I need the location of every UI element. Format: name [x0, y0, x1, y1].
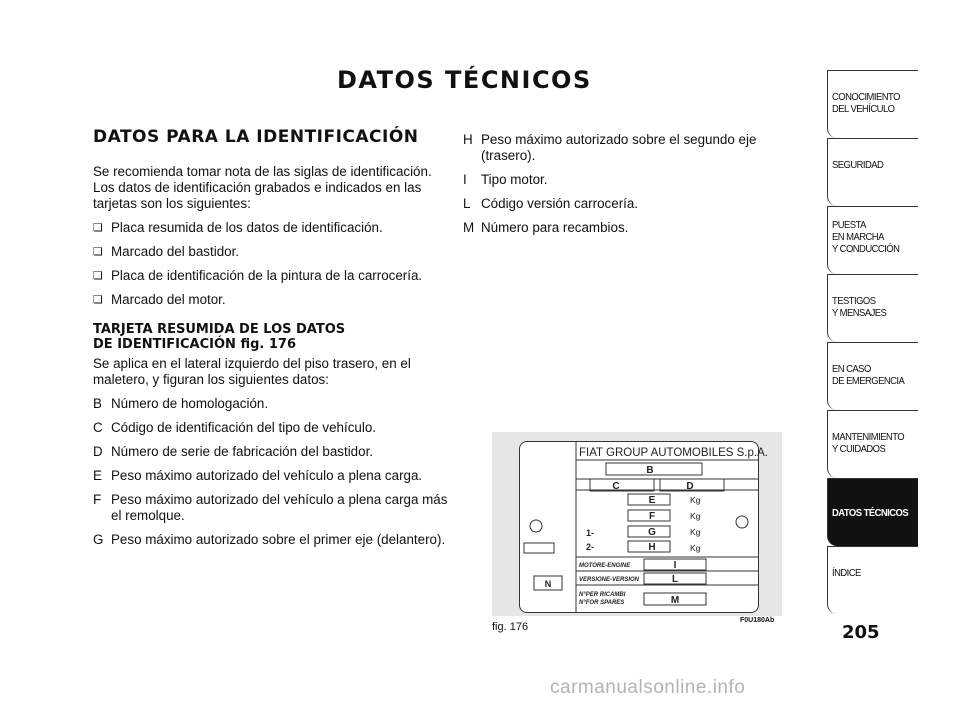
svg-text:N°FOR SPARES: N°FOR SPARES	[579, 600, 625, 606]
svg-text:N°PER RICAMBI: N°PER RICAMBI	[579, 592, 626, 598]
list-item: F Peso máximo autorizado del vehículo a plena carga más el remolque.	[93, 492, 448, 523]
tab-emergencia[interactable]: EN CASO DE EMERGENCIA	[827, 342, 918, 410]
plate-header: FIAT GROUP AUTOMOBILES S.p.A.	[579, 447, 768, 459]
list-item: L Código versión carrocería.	[463, 196, 639, 211]
section-heading: DATOS PARA LA IDENTIFICACIÓN	[93, 127, 419, 147]
list-item: C Código de identificación del tipo de vehículo.	[93, 420, 377, 435]
svg-text:N: N	[544, 579, 552, 589]
bullet-item: ❏ Marcado del bastidor.	[93, 244, 448, 260]
svg-text:Kg: Kg	[690, 543, 701, 553]
svg-text:Kg: Kg	[690, 511, 701, 521]
list-item: B Número de homologación.	[93, 396, 269, 411]
list-item: D Número de serie de fabricación del bastidor.	[93, 444, 374, 459]
svg-text:2-: 2-	[586, 542, 595, 552]
tab-seguridad[interactable]: SEGURIDAD	[827, 138, 918, 206]
figure-code: F0U180Ab	[740, 617, 775, 624]
tab-datos-tecnicos[interactable]: DATOS TÉCNICOS	[827, 478, 918, 546]
list-item: H Peso máximo autorizado sobre el segundo eje (trasero).	[463, 132, 757, 163]
list-item: E Peso máximo autorizado del vehículo a plena carga.	[93, 468, 423, 483]
page-title: DATOS TÉCNICOS	[337, 66, 592, 94]
list-item: I Tipo motor.	[463, 172, 548, 187]
tab-indice[interactable]: ÍNDICE	[827, 546, 918, 614]
sub-intro-paragraph: Se aplica en el lateral izquierdo del piso trasero, en el maletero, y figuran los siguientes datos:	[93, 356, 411, 387]
svg-text:D: D	[686, 481, 694, 492]
svg-text:MOTORE-ENGINE: MOTORE-ENGINE	[579, 563, 631, 569]
svg-text:L: L	[671, 574, 679, 585]
identification-plate-diagram	[519, 441, 768, 613]
svg-text:E: E	[648, 495, 656, 506]
tab-testigos[interactable]: TESTIGOS Y MENSAJES	[827, 274, 918, 342]
figure-caption: fig. 176	[492, 621, 529, 633]
tab-puesta-en-marcha[interactable]: PUESTA EN MARCHA Y CONDUCCIÓN	[827, 206, 918, 274]
svg-text:1-: 1-	[586, 528, 595, 538]
tab-conocimiento[interactable]: CONOCIMIENTO DEL VEHÍCULO	[827, 70, 918, 138]
bullet-item: ❏ Placa resumida de los datos de identificación.	[93, 220, 448, 236]
svg-text:VERSIONE-VERSION: VERSIONE-VERSION	[579, 577, 640, 583]
svg-text:Kg: Kg	[690, 527, 701, 537]
bullet-item: ❏ Placa de identificación de la pintura de la carrocería.	[93, 268, 448, 284]
subheading: TARJETA RESUMIDA DE LOS DATOS DE IDENTIFICACIÓN fig. 176	[93, 322, 346, 352]
intro-paragraph: Se recomienda tomar nota de las siglas de identificación. Los datos de identificación grabados e indicados en las tarjetas son los siguientes:	[93, 164, 432, 211]
list-item: M Número para recambios.	[463, 220, 629, 235]
svg-text:Kg: Kg	[690, 495, 701, 505]
list-item: G Peso máximo autorizado sobre el primer eje (delantero).	[93, 532, 446, 547]
svg-text:I: I	[673, 560, 677, 571]
svg-text:B: B	[646, 465, 654, 476]
chapter-tabs	[827, 70, 918, 614]
svg-text:F: F	[648, 511, 656, 522]
svg-text:M: M	[670, 595, 680, 606]
svg-text:H: H	[648, 542, 656, 553]
svg-text:C: C	[612, 481, 620, 492]
page-number: 205	[842, 622, 880, 643]
tab-mantenimiento[interactable]: MANTENIMIENTO Y CUIDADOS	[827, 410, 918, 478]
svg-text:G: G	[648, 527, 656, 538]
watermark: carmanualsonline.info	[550, 677, 746, 698]
left-column	[93, 164, 448, 556]
right-column	[463, 132, 783, 244]
bullet-item: ❏ Marcado del motor.	[93, 292, 448, 308]
